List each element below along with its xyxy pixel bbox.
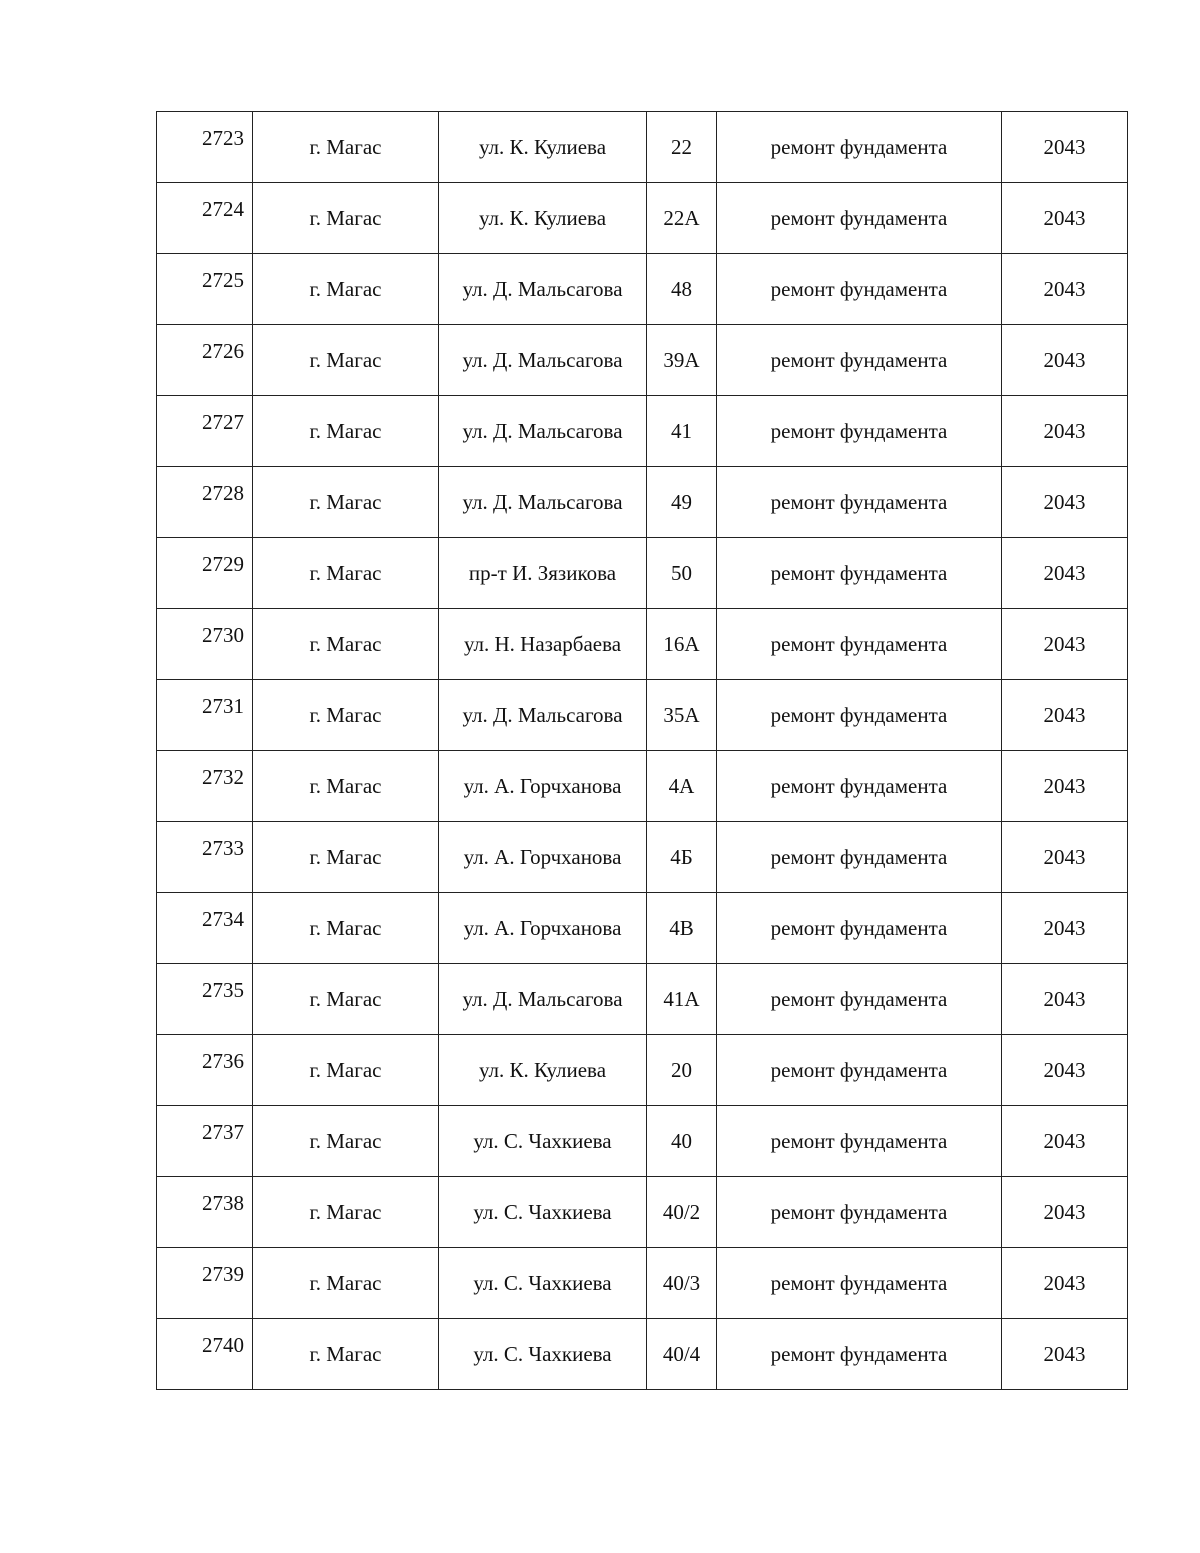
table-body <box>157 112 1128 1390</box>
cell-work-type: ремонт фундамента <box>717 822 1002 893</box>
table-row <box>157 893 1128 964</box>
cell-work-type: ремонт фундамента <box>717 396 1002 467</box>
cell-house-number: 4Б <box>647 822 717 893</box>
cell-year: 2043 <box>1002 1035 1128 1106</box>
cell-year: 2043 <box>1002 183 1128 254</box>
cell-street: ул. А. Горчханова <box>439 822 647 893</box>
cell-record-number: 2730 <box>157 609 253 680</box>
cell-house-number: 41 <box>647 396 717 467</box>
cell-city: г. Магас <box>253 1248 439 1319</box>
cell-record-number: 2739 <box>157 1248 253 1319</box>
cell-record-number: 2731 <box>157 680 253 751</box>
cell-year: 2043 <box>1002 609 1128 680</box>
cell-city: г. Магас <box>253 254 439 325</box>
cell-street: ул. С. Чахкиева <box>439 1177 647 1248</box>
cell-work-type: ремонт фундамента <box>717 1248 1002 1319</box>
cell-work-type: ремонт фундамента <box>717 751 1002 822</box>
cell-record-number: 2724 <box>157 183 253 254</box>
cell-city: г. Магас <box>253 538 439 609</box>
cell-year: 2043 <box>1002 112 1128 183</box>
cell-year: 2043 <box>1002 396 1128 467</box>
table-row <box>157 467 1128 538</box>
cell-house-number: 22 <box>647 112 717 183</box>
cell-city: г. Магас <box>253 183 439 254</box>
cell-house-number: 35А <box>647 680 717 751</box>
cell-work-type: ремонт фундамента <box>717 538 1002 609</box>
table-row <box>157 183 1128 254</box>
cell-city: г. Магас <box>253 964 439 1035</box>
cell-city: г. Магас <box>253 1035 439 1106</box>
cell-street: ул. Д. Мальсагова <box>439 254 647 325</box>
cell-year: 2043 <box>1002 325 1128 396</box>
table-row <box>157 396 1128 467</box>
cell-year: 2043 <box>1002 822 1128 893</box>
cell-work-type: ремонт фундамента <box>717 893 1002 964</box>
cell-record-number: 2737 <box>157 1106 253 1177</box>
cell-record-number: 2740 <box>157 1319 253 1390</box>
cell-work-type: ремонт фундамента <box>717 325 1002 396</box>
cell-house-number: 16А <box>647 609 717 680</box>
cell-house-number: 40/3 <box>647 1248 717 1319</box>
cell-house-number: 48 <box>647 254 717 325</box>
cell-year: 2043 <box>1002 964 1128 1035</box>
cell-record-number: 2734 <box>157 893 253 964</box>
cell-street: ул. А. Горчханова <box>439 751 647 822</box>
cell-record-number: 2732 <box>157 751 253 822</box>
cell-house-number: 4А <box>647 751 717 822</box>
cell-record-number: 2728 <box>157 467 253 538</box>
cell-work-type: ремонт фундамента <box>717 112 1002 183</box>
cell-year: 2043 <box>1002 538 1128 609</box>
cell-house-number: 50 <box>647 538 717 609</box>
cell-street: ул. Д. Мальсагова <box>439 325 647 396</box>
cell-street: ул. С. Чахкиева <box>439 1248 647 1319</box>
cell-year: 2043 <box>1002 1177 1128 1248</box>
cell-work-type: ремонт фундамента <box>717 680 1002 751</box>
table-row <box>157 751 1128 822</box>
cell-year: 2043 <box>1002 893 1128 964</box>
cell-record-number: 2736 <box>157 1035 253 1106</box>
table-row <box>157 1319 1128 1390</box>
cell-year: 2043 <box>1002 751 1128 822</box>
cell-city: г. Магас <box>253 112 439 183</box>
table-row <box>157 112 1128 183</box>
table-row <box>157 538 1128 609</box>
cell-city: г. Магас <box>253 822 439 893</box>
cell-street: ул. К. Кулиева <box>439 183 647 254</box>
cell-year: 2043 <box>1002 254 1128 325</box>
table-row <box>157 1177 1128 1248</box>
cell-city: г. Магас <box>253 396 439 467</box>
table-row <box>157 325 1128 396</box>
cell-work-type: ремонт фундамента <box>717 467 1002 538</box>
table-row <box>157 609 1128 680</box>
cell-year: 2043 <box>1002 1248 1128 1319</box>
cell-street: ул. Д. Мальсагова <box>439 964 647 1035</box>
cell-street: ул. С. Чахкиева <box>439 1106 647 1177</box>
cell-house-number: 20 <box>647 1035 717 1106</box>
cell-work-type: ремонт фундамента <box>717 964 1002 1035</box>
cell-city: г. Магас <box>253 325 439 396</box>
cell-street: ул. К. Кулиева <box>439 1035 647 1106</box>
table-row <box>157 1035 1128 1106</box>
cell-city: г. Магас <box>253 1177 439 1248</box>
table-row <box>157 1106 1128 1177</box>
table-row <box>157 822 1128 893</box>
cell-street: ул. Д. Мальсагова <box>439 680 647 751</box>
table-row <box>157 964 1128 1035</box>
cell-street: ул. Д. Мальсагова <box>439 467 647 538</box>
cell-house-number: 4В <box>647 893 717 964</box>
cell-work-type: ремонт фундамента <box>717 183 1002 254</box>
cell-house-number: 40/2 <box>647 1177 717 1248</box>
cell-record-number: 2723 <box>157 112 253 183</box>
cell-street: пр-т И. Зязикова <box>439 538 647 609</box>
cell-work-type: ремонт фундамента <box>717 1106 1002 1177</box>
cell-record-number: 2725 <box>157 254 253 325</box>
cell-work-type: ремонт фундамента <box>717 1177 1002 1248</box>
cell-house-number: 22А <box>647 183 717 254</box>
cell-work-type: ремонт фундамента <box>717 609 1002 680</box>
cell-year: 2043 <box>1002 680 1128 751</box>
cell-street: ул. Н. Назарбаева <box>439 609 647 680</box>
cell-record-number: 2735 <box>157 964 253 1035</box>
cell-city: г. Магас <box>253 893 439 964</box>
cell-city: г. Магас <box>253 680 439 751</box>
cell-city: г. Магас <box>253 1319 439 1390</box>
cell-city: г. Магас <box>253 609 439 680</box>
cell-street: ул. А. Горчханова <box>439 893 647 964</box>
cell-year: 2043 <box>1002 1319 1128 1390</box>
cell-street: ул. Д. Мальсагова <box>439 396 647 467</box>
cell-work-type: ремонт фундамента <box>717 1319 1002 1390</box>
cell-year: 2043 <box>1002 467 1128 538</box>
table-row <box>157 1248 1128 1319</box>
cell-work-type: ремонт фундамента <box>717 1035 1002 1106</box>
cell-house-number: 40/4 <box>647 1319 717 1390</box>
cell-house-number: 39А <box>647 325 717 396</box>
cell-record-number: 2729 <box>157 538 253 609</box>
cell-house-number: 40 <box>647 1106 717 1177</box>
cell-house-number: 49 <box>647 467 717 538</box>
cell-house-number: 41А <box>647 964 717 1035</box>
cell-city: г. Магас <box>253 467 439 538</box>
cell-record-number: 2733 <box>157 822 253 893</box>
cell-record-number: 2726 <box>157 325 253 396</box>
cell-work-type: ремонт фундамента <box>717 254 1002 325</box>
repair-schedule-table <box>156 111 1128 1390</box>
cell-year: 2043 <box>1002 1106 1128 1177</box>
cell-street: ул. С. Чахкиева <box>439 1319 647 1390</box>
table-row <box>157 254 1128 325</box>
table-row <box>157 680 1128 751</box>
cell-record-number: 2738 <box>157 1177 253 1248</box>
cell-street: ул. К. Кулиева <box>439 112 647 183</box>
cell-city: г. Магас <box>253 1106 439 1177</box>
cell-city: г. Магас <box>253 751 439 822</box>
cell-record-number: 2727 <box>157 396 253 467</box>
